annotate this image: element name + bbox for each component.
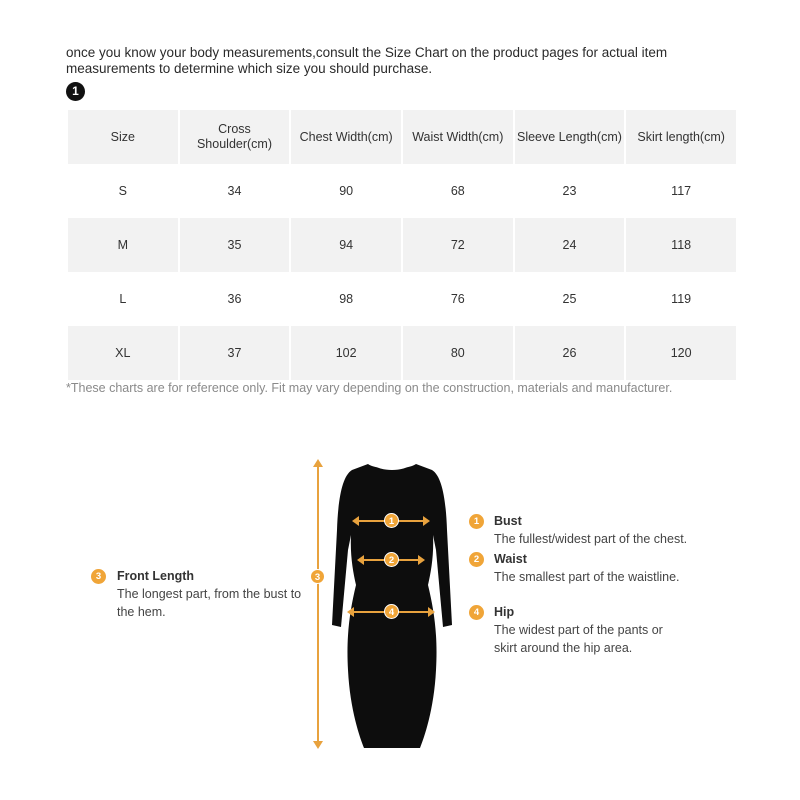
table-row: [68, 164, 736, 218]
hip-marker: 4: [384, 604, 399, 619]
cell-chest-width: 94: [291, 218, 401, 272]
cell-size: L: [119, 292, 127, 306]
table-row: [68, 272, 736, 326]
hip-desc: The widest part of the pants or skirt around the hip area.: [494, 623, 663, 655]
bust-title: Bust: [494, 514, 522, 528]
front-length-arrow: [317, 465, 319, 743]
cell-skirt-length: 117: [671, 184, 692, 198]
cell-skirt-length: 118: [626, 218, 736, 272]
cell-waist-width: 76: [450, 292, 465, 306]
cell-skirt-length: 120: [626, 326, 736, 380]
header-skirt-length: Skirt length(cm): [626, 110, 736, 164]
waist-title: Waist: [494, 552, 527, 566]
header-cross-shoulder: Cross Shoulder(cm): [180, 110, 290, 164]
cell-sleeve-length: 26: [515, 326, 625, 380]
cell-waist-width: 68: [450, 184, 465, 198]
cell-size: XL: [68, 326, 178, 380]
cell-cross-shoulder: 35: [180, 218, 290, 272]
cell-cross-shoulder: 34: [227, 184, 242, 198]
step-badge: 1: [66, 82, 85, 101]
front-length-marker: 3: [310, 569, 325, 584]
hip-label: [494, 603, 679, 657]
cell-cross-shoulder: 37: [180, 326, 290, 380]
hip-title: Hip: [494, 605, 515, 619]
cell-sleeve-length: 25: [562, 292, 577, 306]
cell-chest-width: 98: [339, 292, 354, 306]
front-length-badge: 3: [91, 569, 106, 584]
header-waist-width: Waist Width(cm): [403, 110, 513, 164]
bust-badge: 1: [469, 514, 484, 529]
intro-text: once you know your body measurements,consult the Size Chart on the product pages for actual item measurements to determine which size you should purchase.: [66, 45, 668, 76]
header-chest-width: Chest Width(cm): [291, 110, 401, 164]
waist-badge: 2: [469, 552, 484, 567]
header-sleeve-length: Sleeve Length(cm): [515, 110, 625, 164]
bust-marker: 1: [384, 513, 399, 528]
table-header-row: [68, 110, 736, 164]
cell-size: M: [68, 218, 178, 272]
cell-chest-width: 102: [291, 326, 401, 380]
table-row: [68, 218, 736, 272]
cell-cross-shoulder: 36: [227, 292, 242, 306]
cell-size: S: [118, 184, 127, 198]
table-row: [68, 326, 736, 380]
cell-chest-width: 90: [339, 184, 354, 198]
size-chart-table: [66, 110, 738, 380]
hip-badge: 4: [469, 605, 484, 620]
bust-desc: The fullest/widest part of the chest.: [494, 532, 688, 546]
waist-label: [494, 550, 754, 586]
cell-waist-width: 80: [403, 326, 513, 380]
cell-skirt-length: 119: [671, 292, 692, 306]
waist-marker: 2: [384, 552, 399, 567]
cell-sleeve-length: 23: [562, 184, 577, 198]
header-size: Size: [68, 110, 178, 164]
front-length-title: Front Length: [117, 569, 195, 583]
bust-label: [494, 512, 754, 548]
front-length-desc: The longest part, from the bust to the hem.: [117, 587, 302, 619]
cell-sleeve-length: 24: [515, 218, 625, 272]
waist-desc: The smallest part of the waistline.: [494, 570, 680, 584]
front-length-label: [117, 567, 317, 621]
cell-waist-width: 72: [403, 218, 513, 272]
reference-note: *These charts are for reference only. Fit may vary depending on the construction, materials and manufacturer.: [66, 381, 673, 395]
